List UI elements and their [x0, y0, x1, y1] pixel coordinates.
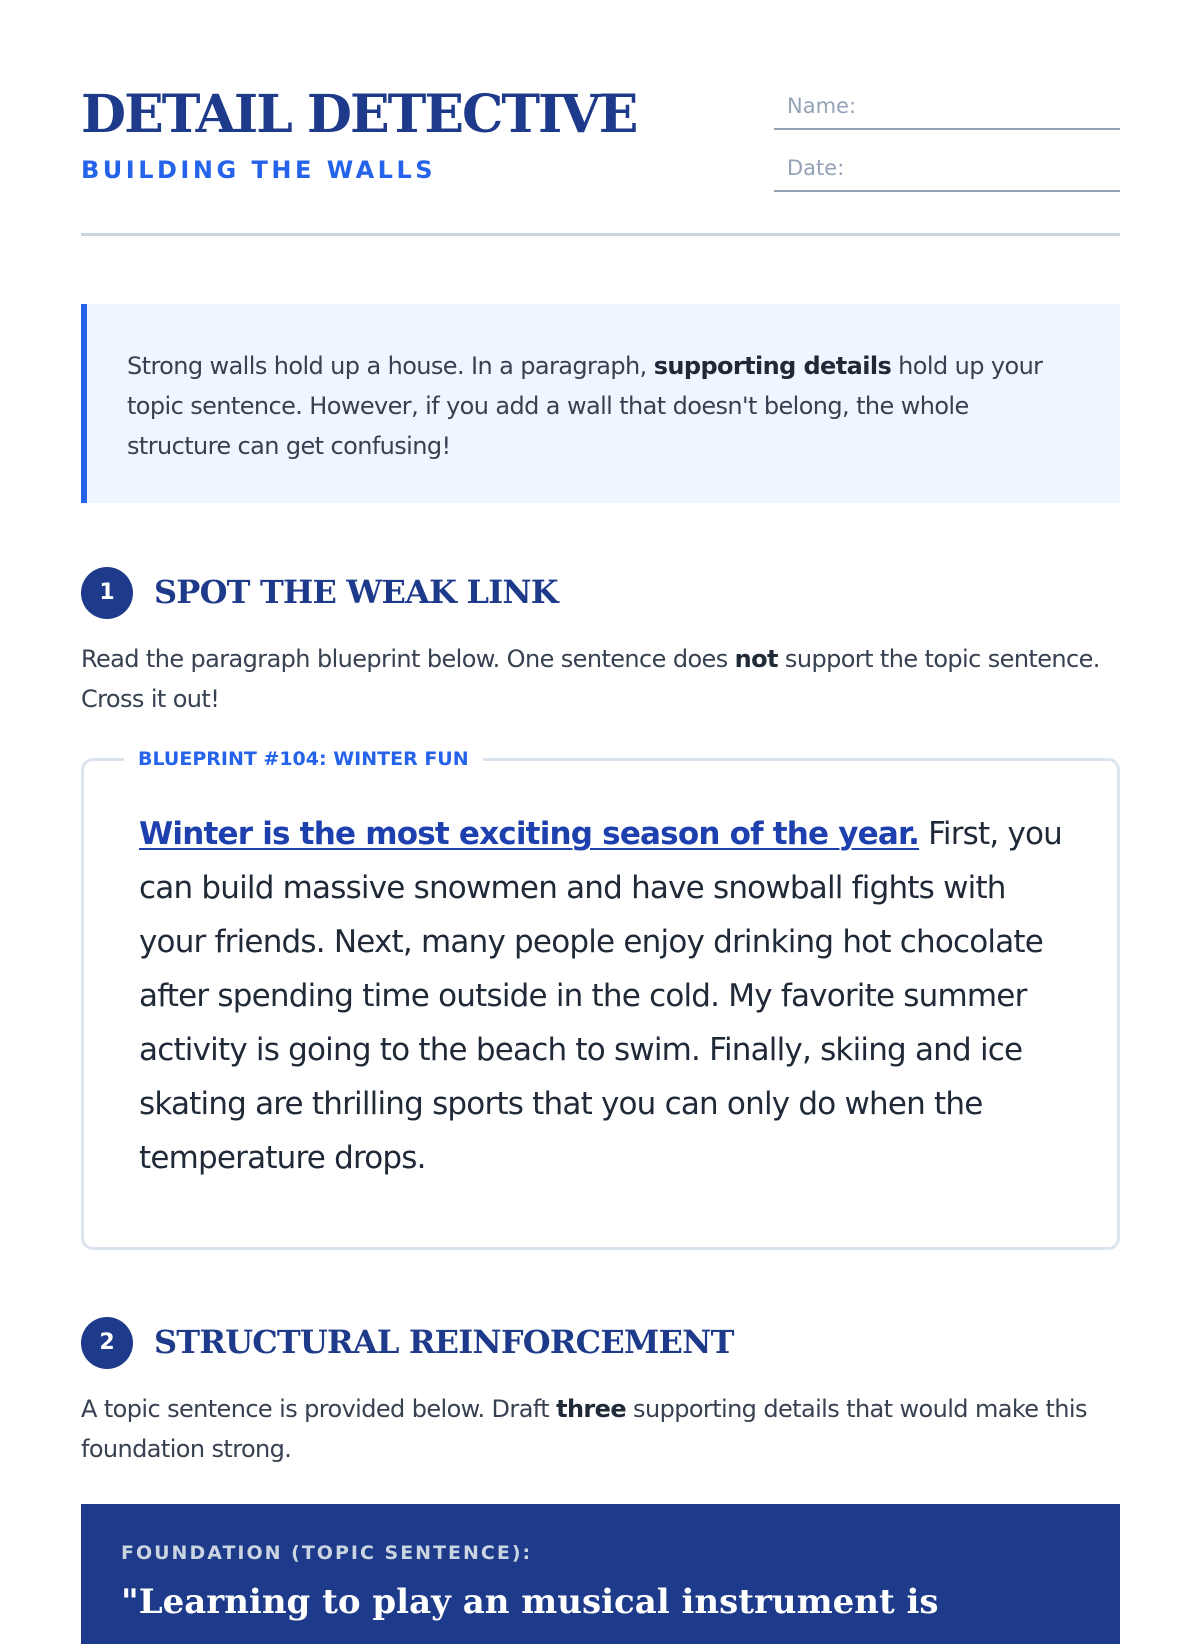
blueprint-legend: BLUEPRINT #104: WINTER FUN	[124, 744, 483, 774]
foundation-box	[81, 1504, 1120, 1644]
section-1-number-badge: 1	[81, 567, 133, 619]
section-1-desc-bold: not	[734, 645, 778, 673]
blueprint-paragraph[interactable]	[139, 807, 1069, 1185]
section-1-heading	[81, 567, 1120, 619]
name-label: Name:	[787, 94, 857, 118]
section-2-number-badge: 2	[81, 1317, 133, 1369]
section-1-instructions	[81, 639, 1120, 719]
paragraph-body: First, you can build massive snowmen and have snowball fights with your friends. Next, many people enjoy drinking hot chocolate after spending time outside in the cold. My favorite summer activity is going to the beach to swim. Finally, skiing and ice skating are thrilling sports that you can only do when the temperature drops.	[139, 816, 1063, 1176]
date-field[interactable]	[774, 148, 1120, 192]
section-2-title: STRUCTURAL REINFORCEMENT	[154, 1323, 734, 1361]
page-subtitle: BUILDING THE WALLS	[81, 156, 437, 184]
intro-bold-term: supporting details	[653, 352, 892, 380]
topic-sentence: Winter is the most exciting season of the year.	[139, 816, 920, 852]
section-2-desc-bold: three	[556, 1395, 627, 1423]
page-title: DETAIL DETECTIVE	[81, 84, 637, 145]
section-1-desc-after: support the topic sentence. Cross it out!	[81, 645, 1100, 713]
blueprint-box	[81, 748, 1120, 1250]
foundation-label: FOUNDATION (TOPIC SENTENCE):	[121, 1542, 533, 1564]
section-2-heading	[81, 1317, 1120, 1369]
intro-text-before: Strong walls hold up a house. In a paragraph,	[127, 352, 654, 380]
section-2-instructions	[81, 1389, 1120, 1469]
name-field[interactable]	[774, 86, 1120, 130]
section-1-title: SPOT THE WEAK LINK	[154, 573, 558, 611]
intro-text-after: hold up your topic sentence. However, if you add a wall that doesn't belong, the whole structure can get confusing!	[127, 352, 1043, 460]
foundation-sentence: "Learning to play an musical instrument is	[121, 1582, 939, 1622]
section-2-desc-after: supporting details that would make this foundation strong.	[81, 1395, 1087, 1463]
intro-callout	[81, 304, 1120, 503]
date-label: Date:	[787, 156, 845, 180]
section-1-desc-before: Read the paragraph blueprint below. One sentence does	[81, 645, 735, 673]
section-2-desc-before: A topic sentence is provided below. Draft	[81, 1395, 557, 1423]
worksheet-header	[81, 80, 1120, 236]
